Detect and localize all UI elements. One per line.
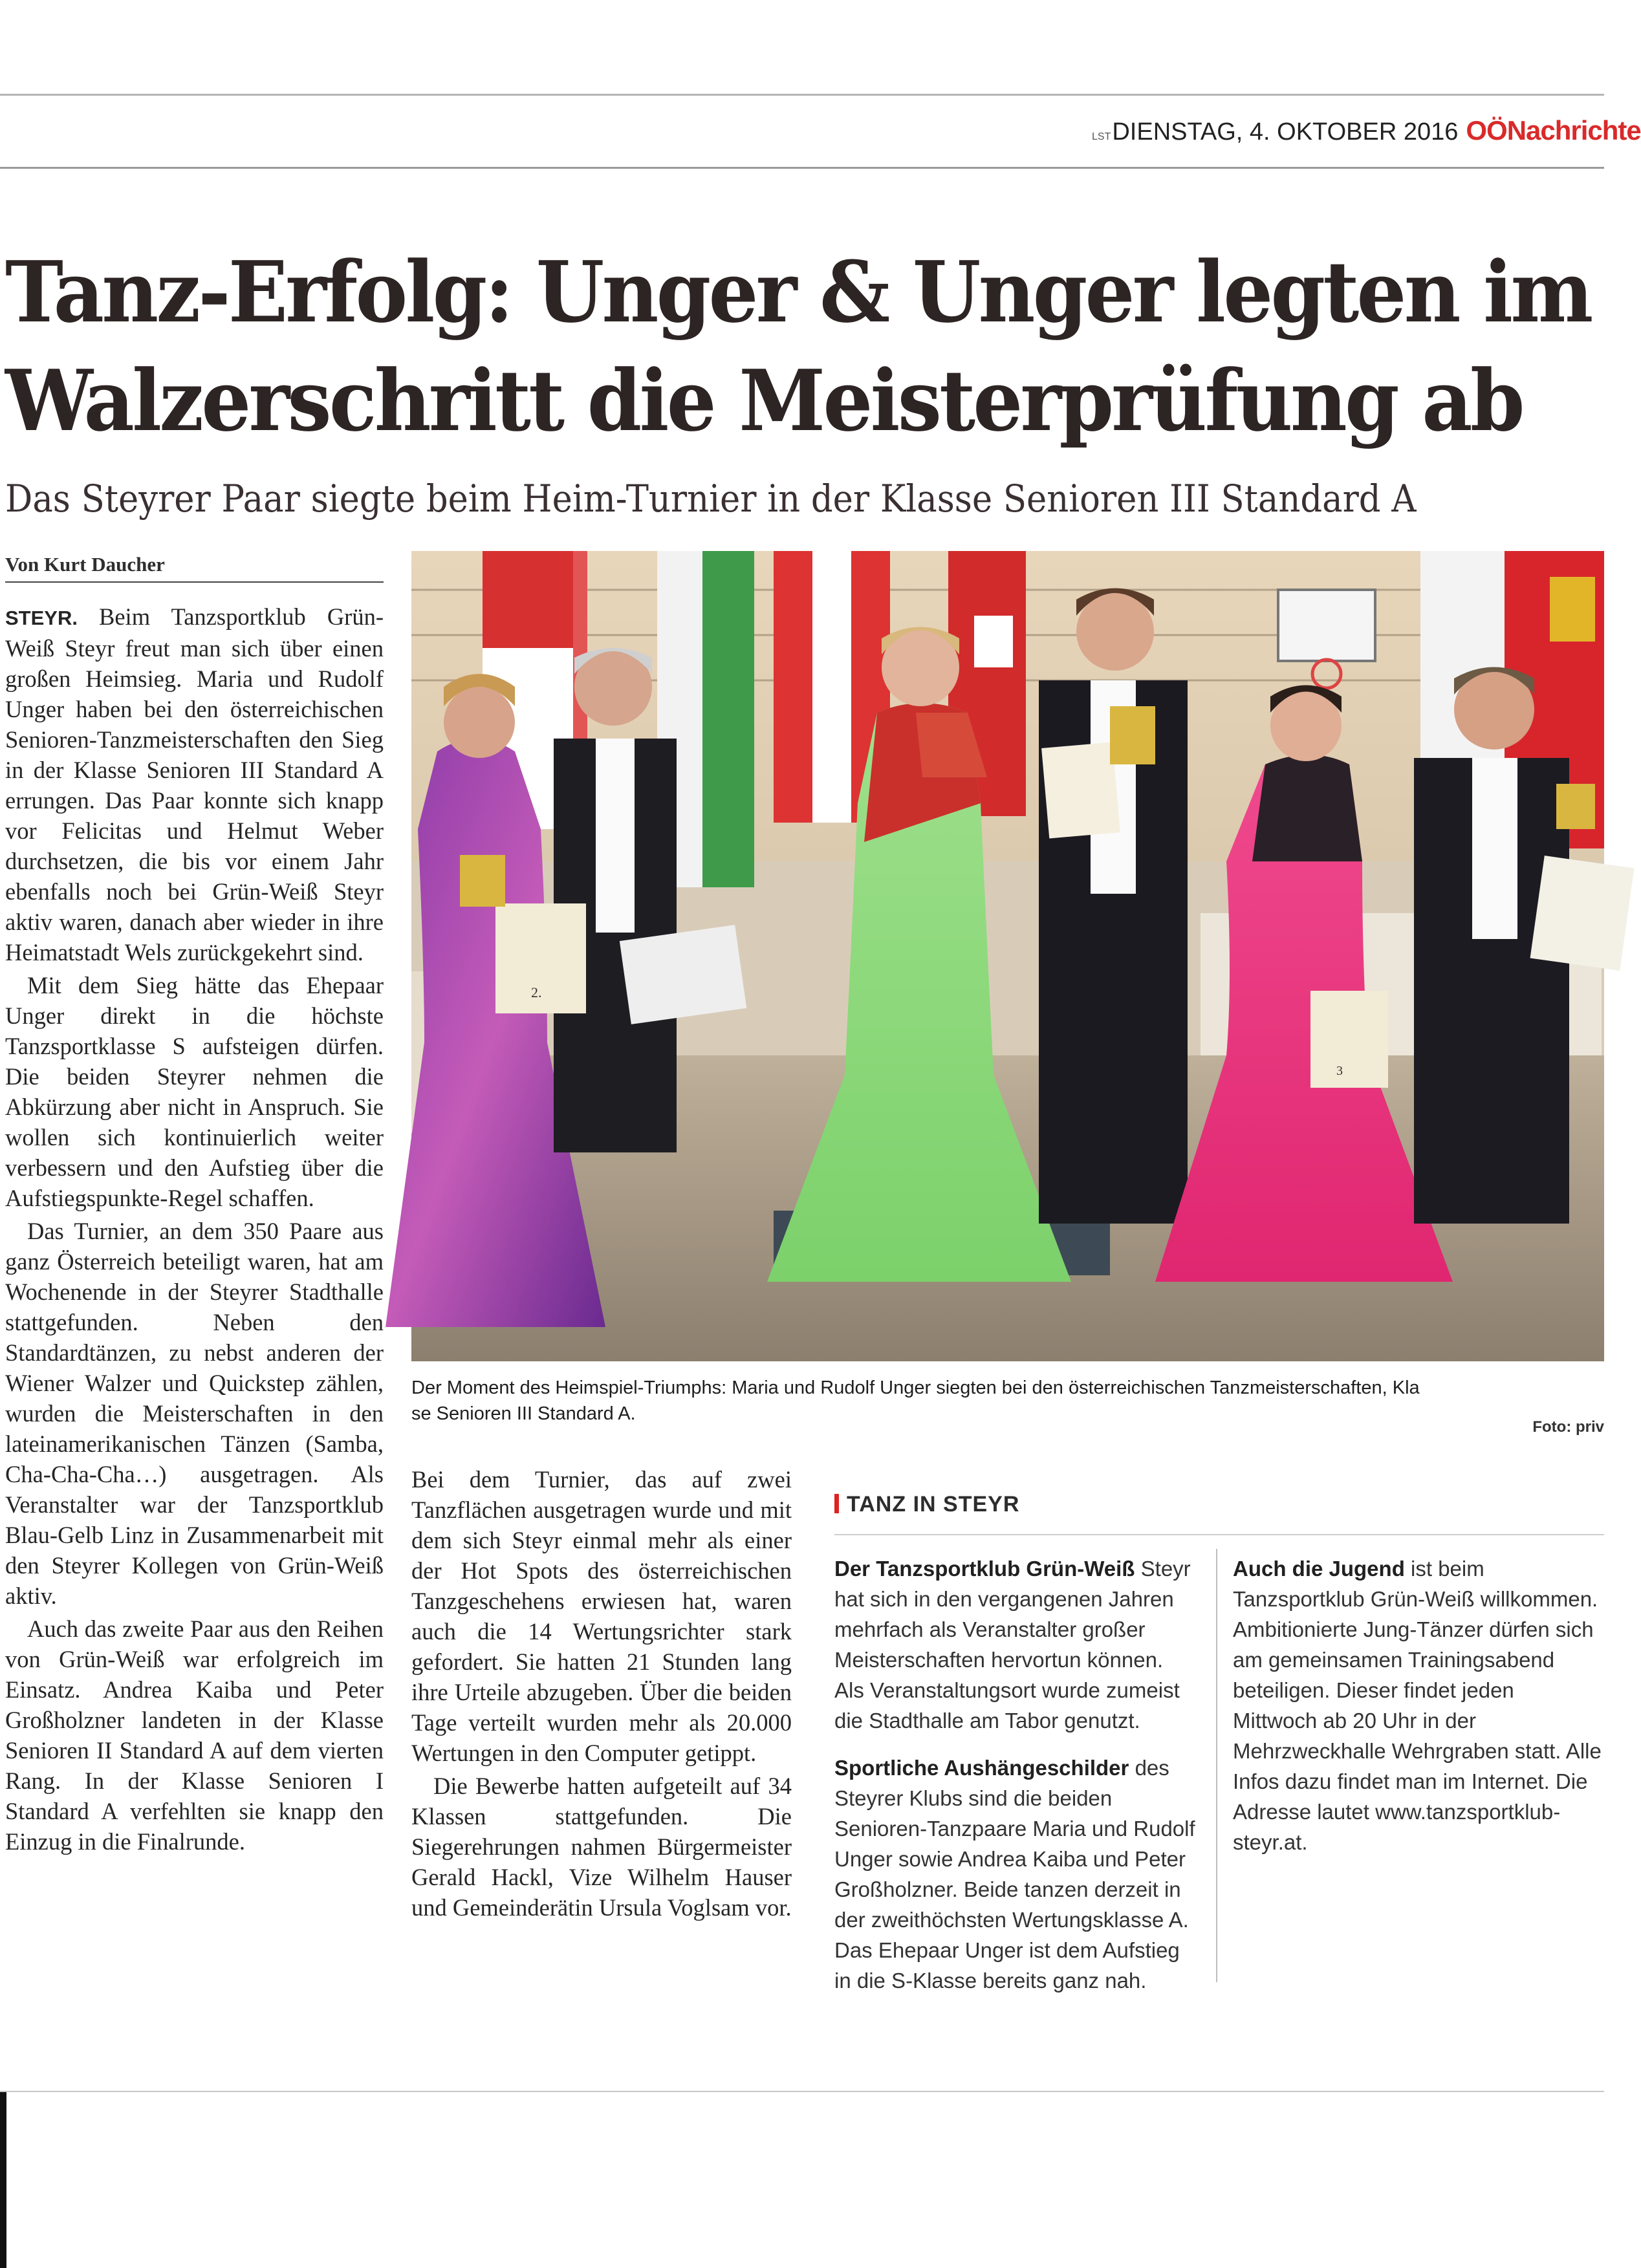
headline-line-2: Walzerschritt die Meisterprüfung ab (5, 351, 1523, 450)
info-box-rule (834, 1534, 1604, 1535)
paragraph-1 (5, 601, 384, 967)
paragraph-1-text: Beim Tanzsportklub Grün-Weiß Steyr freut man sich über einen großen Heimsieg. Maria und Rudolf Unger haben bei den österreichischen Senioren-Tanzmeisterschaften den Sieg in der Klasse Senioren III Standard A errungen. Das Paar konnte sich knapp vor Felicitas und Helmut Weber durchsetzen, die bis vor einem Jahr ebenfalls noch bei Grün-Weiß Steyr aktiv waren, danach aber wieder in ihre Heimatstadt Wels zurückgekehrt sind. (5, 603, 384, 966)
photo-credit: Foto: priv (1532, 1418, 1604, 1436)
info-block-1-text: Steyr hat sich in den vergangenen Jahren mehrfach als Veranstalter großer Meisterschaften hervortun können. Als Veranstaltungsort wurde zumeist die Stadthalle am Tabor genutzt. (834, 1557, 1191, 1733)
photo-caption-line-1: Der Moment des Heimspiel-Triumphs: Maria und Rudolf Unger siegten bei den österreichischen Tanzmeisterschaften, Kla (411, 1377, 1420, 1398)
dateline-place: STEYR. (5, 607, 78, 629)
article-column-1 (5, 601, 384, 1859)
info-box-title (834, 1492, 1158, 1517)
byline: Von Kurt Daucher (5, 553, 384, 583)
paragraph-3: Das Turnier, an dem 350 Paare aus ganz Österreich beteiligt waren, hat am Wochenende in der Steyrer Stadthalle stattgefunden. Neben den Standardtänzen, zu nebst anderen der Wiener Walzer und Quickstep zählen, wurden die Meisterschaften in den lateinamerikanischen Tänzen (Samba, Cha-Cha-Cha…) ausgetragen. Als Veranstalter war der Tanzsportklub Blau-Gelb Linz in Zusammenarbeit mit den Steyrer Kollegen von Grün-Weiß aktiv. (5, 1218, 384, 1609)
page-header (1092, 115, 1641, 160)
scan-edge (0, 2092, 6, 2268)
headline-line-1: Tanz-Erfolg: Unger & Unger legten im (5, 243, 1591, 341)
info-block-1-lead: Der Tanzsportklub Grün-Weiß (834, 1557, 1135, 1581)
issue-date: DIENSTAG, 4. OKTOBER 2016 (1112, 118, 1459, 146)
headline (5, 238, 1591, 455)
info-box-column-1 (834, 1553, 1197, 2013)
photo-caption-line-2: se Senioren III Standard A. (411, 1403, 636, 1424)
info-block-3-text: ist beim Tanzsportklub Grün-Weiß willkommen. Ambitionierte Jung-Tänzer dürfen sich am gemeinsamen Trainingsabend beteiligen. Dieser findet jeden Mittwoch ab 20 Uhr in der Mehrzweckhalle Wehrgraben statt. Alle Infos dazu findet man im Internet. Die Adresse lautet www.tanzsportklub-steyr.at. (1233, 1557, 1602, 1854)
header-rule (0, 167, 1604, 169)
info-box-divider (1216, 1549, 1217, 1982)
paragraph-4: Auch das zweite Paar aus den Reihen von Grün-Weiß war erfolgreich im Einsatz. Andrea Kaiba und Peter Großholzner landeten in der Klasse Senioren II Standard A auf dem vierten Rang. In der Klasse Senioren I Standard A verfehlten sie knapp den Einzug in die Finalrunde. (5, 1615, 384, 1855)
accent-bar (834, 1494, 839, 1513)
paragraph-6: Die Bewerbe hatten aufgeteilt auf 34 Klassen stattgefunden. Die Siegerehrungen nahmen Bürgermeister Gerald Hackl, Vize Wilhelm Hauser und Gemeinderätin Ursula Voglsam vor. (411, 1773, 792, 1921)
paragraph-2: Mit dem Sieg hätte das Ehepaar Unger direkt in die höchste Tanzsportklasse S aufsteigen dürfen. Die beiden Steyrer nehmen die Abkürzung aber nicht in Anspruch. Sie wollen sich kontinuierlich weiter verbessern und den Aufstieg über die Aufstiegspunkte-Regel schaffen. (5, 972, 384, 1211)
edition-code: LST (1092, 131, 1111, 142)
info-block-2 (834, 1753, 1197, 1996)
info-box-column-2 (1233, 1553, 1604, 1874)
subheadline: Das Steyrer Paar siegte beim Heim-Turnier in der Klasse Senioren III Standard A (5, 477, 1417, 521)
photo-caption (411, 1375, 1604, 1427)
info-block-3-lead: Auch die Jugend (1233, 1557, 1405, 1581)
article-column-2 (411, 1464, 792, 1925)
top-rule (0, 94, 1604, 96)
info-block-2-text: des Steyrer Klubs sind die beiden Senioren-Tanzpaare Maria und Rudolf Unger sowie Andrea Kaiba und Peter Großholzner. Beide tanzen derzeit in der zweithöchsten Wertungsklasse A. Das Ehepaar Unger ist dem Aufstieg in die S-Klasse bereits ganz nah. (834, 1756, 1195, 1993)
newspaper-logo: OÖNachrichte (1466, 115, 1641, 146)
article-photo (411, 551, 1604, 1361)
photo-illustration (411, 551, 1604, 1361)
info-block-1 (834, 1553, 1197, 1736)
info-block-2-lead: Sportliche Aushängeschilder (834, 1756, 1129, 1780)
info-block-3 (1233, 1553, 1604, 1857)
certificate-2-number: 2. (531, 984, 542, 1000)
bottom-rule (0, 2091, 1604, 2092)
info-box-title-text: TANZ IN STEYR (847, 1492, 1020, 1517)
certificate-3-number: 3 (1336, 1064, 1343, 1078)
paragraph-5: Bei dem Turnier, das auf zwei Tanzflächen ausgetragen wurde und mit dem sich Steyr einmal mehr als einer der Hot Spots des österreichischen Tanzgeschehens erwiesen hat, waren auch die 14 Wertungsrichter stark gefordert. Sie hatten 21 Stunden lang ihre Urteile abzugeben. Über die beiden Tage verteilt wurden mehr als 20.000 Wertungen in den Computer getippt. (411, 1466, 792, 1766)
